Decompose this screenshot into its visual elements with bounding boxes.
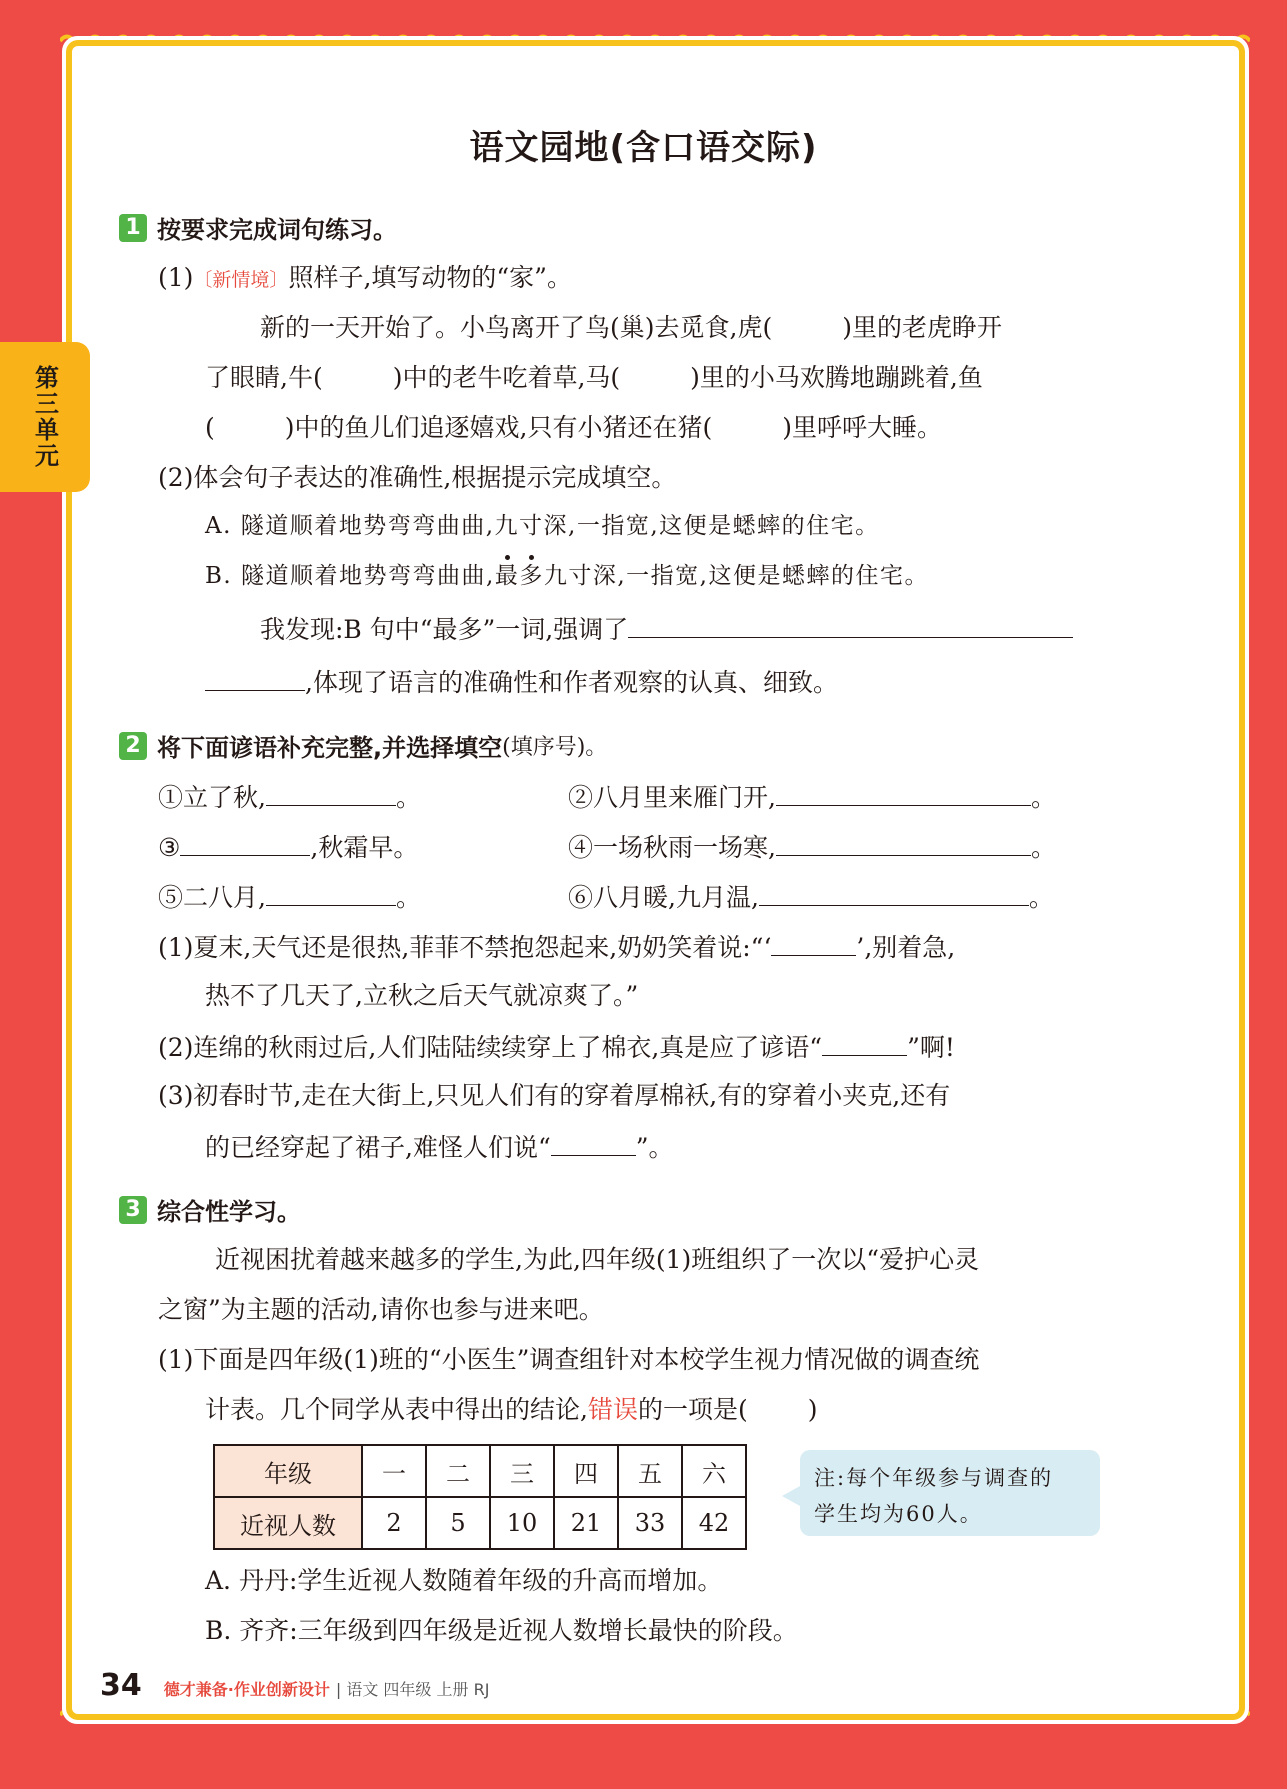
table-header-myopia-count: 近视人数 bbox=[214, 1497, 362, 1549]
animal-home-line-1 bbox=[260, 315, 1002, 340]
text: 的已经穿起了裙子,难怪人们说“ bbox=[205, 1133, 551, 1162]
text: 。 bbox=[395, 883, 421, 912]
section-3-title: 综合性学习。 bbox=[157, 1198, 301, 1226]
proverb-5 bbox=[158, 883, 421, 910]
fill-sentence-1 bbox=[158, 933, 955, 960]
question-1-1 bbox=[158, 265, 572, 290]
proverb-6 bbox=[568, 883, 1054, 910]
section-2-heading bbox=[119, 728, 607, 763]
emphasis-dot-char: 最 bbox=[494, 563, 520, 589]
page-footer bbox=[100, 1668, 489, 1703]
page-title: 语文园地(含口语交际) bbox=[469, 128, 818, 168]
text: ③ bbox=[158, 833, 181, 862]
text: ④一场秋雨一场寒, bbox=[568, 833, 776, 862]
proverb-1 bbox=[158, 783, 421, 810]
table-cell: 一 bbox=[362, 1445, 426, 1497]
animal-home-line-2 bbox=[205, 365, 983, 390]
table-cell: 四 bbox=[554, 1445, 618, 1497]
text: 计表。几个同学从表中得出的结论, bbox=[205, 1395, 588, 1424]
answer-blank-emphasis[interactable] bbox=[628, 615, 1073, 638]
emphasis-dot-char: 多 bbox=[519, 563, 544, 589]
section-2-title: 将下面谚语补充完整,并选择填空 bbox=[157, 734, 503, 762]
text: 。 bbox=[395, 783, 421, 812]
text: (2)连绵的秋雨过后,人们陆陆续续穿上了棉衣,真是应了谚语“ bbox=[158, 1033, 823, 1062]
section-2-title-note: (填序号)。 bbox=[502, 735, 608, 760]
table-cell: 21 bbox=[554, 1497, 618, 1549]
proverb-3 bbox=[158, 833, 418, 860]
table-row bbox=[214, 1445, 746, 1497]
page-number: 34 bbox=[100, 1668, 142, 1703]
footer-brand: 德才兼备·作业创新设计 bbox=[163, 1680, 330, 1699]
discovery-line bbox=[260, 615, 1073, 642]
fill-sentence-1-blank[interactable] bbox=[771, 933, 856, 956]
section-1-number-badge: 1 bbox=[119, 214, 147, 242]
proverb-2 bbox=[568, 783, 1056, 810]
proverb-1-blank[interactable] bbox=[266, 783, 396, 806]
table-cell: 五 bbox=[618, 1445, 682, 1497]
table-cell: 二 bbox=[426, 1445, 490, 1497]
text: )里呼呼大睡。 bbox=[782, 413, 942, 442]
text: ’,别着急, bbox=[856, 933, 956, 962]
text: ”啊! bbox=[907, 1033, 955, 1062]
unit-tab bbox=[0, 342, 90, 492]
text: 的一项是( bbox=[637, 1395, 748, 1424]
text: )里的小马欢腾地蹦跳着,鱼 bbox=[690, 363, 983, 392]
fill-sentence-2-blank[interactable] bbox=[822, 1033, 907, 1056]
option-a-sentence: A. 隧道顺着地势弯弯曲曲,九寸深,一指宽,这便是蟋蟀的住宅。 bbox=[205, 513, 880, 539]
proverb-2-blank[interactable] bbox=[776, 783, 1031, 806]
text: ,体现了语言的准确性和作者观察的认真、细致。 bbox=[305, 668, 838, 697]
text: B. 隧道顺着地势弯弯曲曲, bbox=[205, 563, 495, 589]
text: )中的老牛吃着草,马( bbox=[392, 363, 621, 392]
text: ( bbox=[205, 413, 215, 442]
section-1-title: 按要求完成词句练习。 bbox=[157, 216, 397, 244]
proverb-5-blank[interactable] bbox=[266, 883, 396, 906]
note-line: 注:每个年级参与调查的 bbox=[814, 1466, 1054, 1490]
text: ②八月里来雁门开, bbox=[568, 783, 776, 812]
choice-option-a: A. 丹丹:学生近视人数随着年级的升高而增加。 bbox=[205, 1566, 723, 1595]
answer-blank-emphasis-cont[interactable] bbox=[205, 668, 305, 691]
text: 新的一天开始了。小鸟离开了鸟(巢)去觅食,虎( bbox=[260, 313, 773, 342]
table-cell: 33 bbox=[618, 1497, 682, 1549]
table-cell: 2 bbox=[362, 1497, 426, 1549]
text: 。 bbox=[1028, 883, 1054, 912]
table-cell: 10 bbox=[490, 1497, 554, 1549]
table-cell: 42 bbox=[682, 1497, 746, 1549]
section-3-intro: 近视困扰着越来越多的学生,为此,四年级(1)班组织了一次以“爱护心灵 bbox=[215, 1245, 980, 1274]
question-3-1-cont bbox=[205, 1397, 818, 1422]
section-3-heading bbox=[119, 1192, 301, 1227]
text: 。 bbox=[1030, 833, 1056, 862]
animal-home-line-3 bbox=[205, 415, 942, 440]
proverb-6-blank[interactable] bbox=[759, 883, 1029, 906]
text: ) bbox=[807, 1395, 818, 1424]
option-b-sentence bbox=[205, 565, 929, 588]
section-1-heading bbox=[119, 210, 397, 245]
text: ①立了秋, bbox=[158, 783, 266, 812]
proverb-4 bbox=[568, 833, 1056, 860]
question-1-1-text: 照样子,填写动物的“家”。 bbox=[288, 263, 572, 292]
text: 了眼睛,牛( bbox=[205, 363, 323, 392]
text: ⑥八月暖,九月温, bbox=[568, 883, 759, 912]
fill-sentence-2 bbox=[158, 1033, 955, 1060]
text: ”。 bbox=[635, 1133, 674, 1162]
survey-note-callout bbox=[800, 1450, 1100, 1536]
text: (1)夏末,天气还是很热,菲菲不禁抱怨起来,奶奶笑着说:“‘ bbox=[158, 933, 772, 962]
fill-sentence-3: (3)初春时节,走在大街上,只见人们有的穿着厚棉袄,有的穿着小夹克,还有 bbox=[158, 1081, 951, 1110]
text: 九寸深,一指宽,这便是蟋蟀的住宅。 bbox=[543, 563, 929, 589]
choice-option-b: B. 齐齐:三年级到四年级是近视人数增长最快的阶段。 bbox=[205, 1616, 798, 1645]
text: 我发现:B 句中“最多”一词,强调了 bbox=[260, 615, 629, 644]
highlight-wrong-word: 错误 bbox=[587, 1395, 638, 1424]
fill-sentence-3-blank[interactable] bbox=[551, 1133, 636, 1156]
proverb-3-blank[interactable] bbox=[180, 833, 310, 856]
section-2-number-badge: 2 bbox=[119, 732, 147, 760]
text: ,秋霜早。 bbox=[310, 833, 419, 862]
text: )里的老虎睁开 bbox=[842, 313, 1002, 342]
question-3-1: (1)下面是四年级(1)班的“小医生”调查组针对本校学生视力情况做的调查统 bbox=[158, 1345, 980, 1374]
footer-meta: | 语文 四年级 上册 RJ bbox=[335, 1680, 490, 1699]
text: )中的鱼儿们追逐嬉戏,只有小猪还在猪( bbox=[284, 413, 713, 442]
table-cell: 六 bbox=[682, 1445, 746, 1497]
text: ⑤二八月, bbox=[158, 883, 266, 912]
table-header-grade: 年级 bbox=[214, 1445, 362, 1497]
section-3-number-badge: 3 bbox=[119, 1196, 147, 1224]
unit-tab-label: 第三单元 bbox=[30, 365, 59, 469]
question-1-2: (2)体会句子表达的准确性,根据提示完成填空。 bbox=[158, 463, 677, 492]
myopia-survey-table bbox=[213, 1444, 747, 1550]
fill-sentence-1-cont: 热不了几天了,立秋之后天气就凉爽了。” bbox=[205, 981, 639, 1010]
table-cell: 5 bbox=[426, 1497, 490, 1549]
proverb-4-blank[interactable] bbox=[776, 833, 1031, 856]
note-line: 学生均为60人。 bbox=[814, 1502, 983, 1526]
fill-sentence-3-cont bbox=[205, 1133, 674, 1160]
question-1-1-number: (1) bbox=[158, 263, 194, 292]
table-row bbox=[214, 1497, 746, 1549]
section-3-intro-cont: 之窗”为主题的活动,请你也参与进来吧。 bbox=[158, 1295, 604, 1324]
table-cell: 三 bbox=[490, 1445, 554, 1497]
discovery-line-2 bbox=[205, 668, 838, 695]
new-situation-tag: 〔新情境〕 bbox=[193, 269, 289, 291]
text: 。 bbox=[1030, 783, 1056, 812]
